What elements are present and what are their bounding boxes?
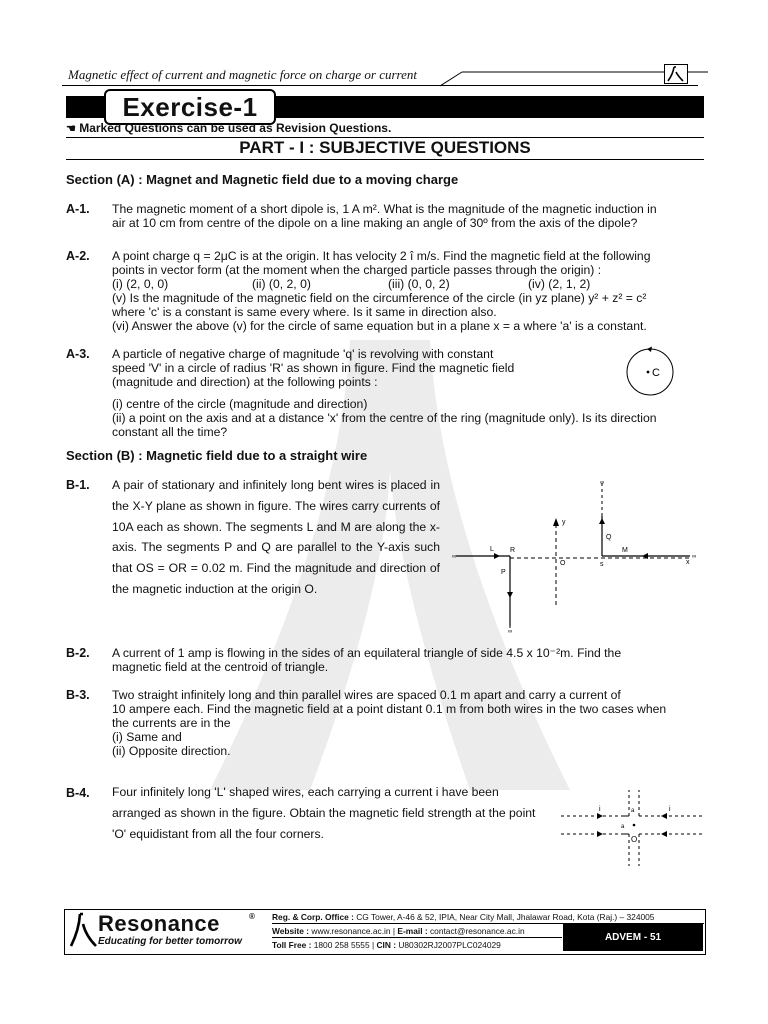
text-line: speed 'V' in a circle of radius 'R' as shown in figure. Find the magnetic field xyxy=(112,361,515,375)
svg-text:Q: Q xyxy=(606,534,612,541)
section-a-title: Section (A) : Magnet and Magnetic field due to a moving charge xyxy=(66,172,459,187)
question-b4-text: Four infinitely long 'L' shaped wires, each carrying a current i have been arranged as shown in the figure. Obtain the magnetic field strength at the point 'O' equidistant from all the four corners. xyxy=(112,785,536,841)
question-number: A-3. xyxy=(66,347,90,361)
option: (i) (2, 0, 0) xyxy=(112,277,169,291)
text-line: A current of 1 amp is flowing in the sides of an equilateral triangle of side 4.5 x 10⁻²m. Find the xyxy=(112,646,622,660)
centre-label: C xyxy=(652,367,660,379)
page-code: ADVEM - 51 xyxy=(563,924,703,951)
text-line: magnetic field at the centroid of triangle. xyxy=(112,660,329,674)
text-line: constant all the time? xyxy=(112,425,228,439)
resonance-logo-icon xyxy=(68,912,98,948)
question-number: B-1. xyxy=(66,478,90,492)
svg-text:L: L xyxy=(490,546,494,553)
svg-text:O: O xyxy=(560,560,566,567)
tollfree-line: Toll Free : 1800 258 5555 | CIN : U80302RJ2007PLC024029 xyxy=(272,940,501,950)
registered-mark: ® xyxy=(249,912,255,921)
question-a2-text xyxy=(112,249,704,333)
text-line: (v) Is the magnitude of the magnetic field on the circumference of the circle (in yz plane) y² + z² = c² xyxy=(112,291,647,305)
brand-tagline: Educating for better tomorrow xyxy=(98,936,242,947)
svg-text:∞: ∞ xyxy=(600,480,605,486)
part-rule-bottom xyxy=(66,159,704,160)
text-line: (ii) Opposite direction. xyxy=(112,744,231,758)
text-line: 10 ampere each. Find the magnetic field at a point distant 0.1 m from both wires in the two cases when xyxy=(112,702,667,716)
chapter-title: Magnetic effect of current and magnetic force on charge or current xyxy=(68,67,417,82)
question-a3-text xyxy=(112,347,552,389)
question-b2-text xyxy=(112,646,704,674)
text-line: A particle of negative charge of magnitude 'q' is revolving with constant xyxy=(112,347,494,361)
question-number: B-3. xyxy=(66,688,90,702)
text-line: (i) centre of the circle (magnitude and direction) xyxy=(112,397,368,411)
svg-text:x: x xyxy=(686,559,690,566)
svg-text:∞: ∞ xyxy=(508,629,513,635)
svg-text:a: a xyxy=(631,808,635,814)
footer-divider xyxy=(272,937,562,938)
text-line: where 'c' is a constant is same every where. Is it same in direction also. xyxy=(112,305,497,319)
marked-note-text: Marked Questions can be used as Revision Questions. xyxy=(79,121,392,135)
resonance-logo-icon xyxy=(664,64,688,84)
options-row xyxy=(112,277,704,291)
website-line: Website : www.resonance.ac.in | E-mail : contact@resonance.ac.in xyxy=(272,926,525,936)
svg-text:∞: ∞ xyxy=(452,554,457,560)
svg-text:i: i xyxy=(669,806,671,813)
bent-wires-figure xyxy=(450,476,705,636)
question-a1-text xyxy=(112,202,704,230)
svg-text:∞: ∞ xyxy=(692,554,697,560)
exercise-title: Exercise-1 xyxy=(104,89,276,125)
question-number: A-2. xyxy=(66,249,90,263)
text-line: (magnitude and direction) at the following points : xyxy=(112,375,378,389)
brand-name: Resonance xyxy=(98,911,220,936)
text-line: air at 10 cm from centre of the dipole on a line making an angle of 30º from the axis of the dipole? xyxy=(112,216,638,230)
text-line: The magnetic moment of a short dipole is, 1 A m². What is the magnitude of the magnetic induction in xyxy=(112,202,657,216)
text-line: A point charge q = 2μC is at the origin. It has velocity 2 î m/s. Find the magnetic field at the following xyxy=(112,249,651,263)
option: (iv) (2, 1, 2) xyxy=(528,277,591,291)
text-line: points in vector form (at the moment when the charged particle passes through the origin) : xyxy=(112,263,602,277)
website-link[interactable]: www.resonance.ac.in xyxy=(311,926,391,936)
svg-text:y: y xyxy=(562,519,566,526)
question-b3-text xyxy=(112,688,704,758)
svg-text:P: P xyxy=(501,569,506,576)
svg-text:M: M xyxy=(622,547,628,554)
text-line: the currents are in the xyxy=(112,716,231,730)
svg-text:s: s xyxy=(600,561,604,568)
svg-text:R: R xyxy=(510,547,516,554)
svg-text:a: a xyxy=(621,824,625,830)
email-link[interactable]: contact@resonance.ac.in xyxy=(429,926,525,936)
option: (iii) (0, 0, 2) xyxy=(388,277,450,291)
l-shaped-wires-figure xyxy=(555,786,715,870)
office-address: Reg. & Corp. Office : CG Tower, A-46 & 52, IPIA, Near City Mall, Jhalawar Road, Kota (Raj.) – 324005 xyxy=(272,912,655,922)
svg-text:O: O xyxy=(631,835,638,844)
question-b1-text: A pair of stationary and infinitely long bent wires is placed in the X-Y plane as shown in figure. The wires carry currents of 10A each as shown. The segments L and M are along the x-axis. The segments P and Q are parallel to the Y-axis such that OS = OR = 0.02 m. Find the magnitude and direction of the magnetic induction at the origin O. xyxy=(112,478,440,596)
question-number: A-1. xyxy=(66,202,90,216)
marked-note xyxy=(66,121,391,135)
question-number: B-2. xyxy=(66,646,90,660)
text-line: (ii) a point on the axis and at a distance 'x' from the centre of the ring (magnitude only). Is its direction xyxy=(112,411,657,425)
svg-text:i: i xyxy=(599,806,601,813)
question-a3-parts xyxy=(112,397,704,439)
option: (ii) (0, 2, 0) xyxy=(252,277,311,291)
text-line: (i) Same and xyxy=(112,730,182,744)
section-b-title: Section (B) : Magnetic field due to a straight wire xyxy=(66,448,368,463)
text-line: (vi) Answer the above (v) for the circle of same equation but in a plane x = a where 'a' is a constant. xyxy=(112,319,647,333)
footer-logo xyxy=(66,912,266,950)
question-number: B-4. xyxy=(66,786,90,800)
pointer-hand-icon: ☚ xyxy=(66,123,76,135)
part-title: PART - I : SUBJECTIVE QUESTIONS xyxy=(239,138,531,157)
text-line: Two straight infinitely long and thin parallel wires are spaced 0.1 m apart and carry a current of xyxy=(112,688,621,702)
circle-figure xyxy=(620,346,680,398)
